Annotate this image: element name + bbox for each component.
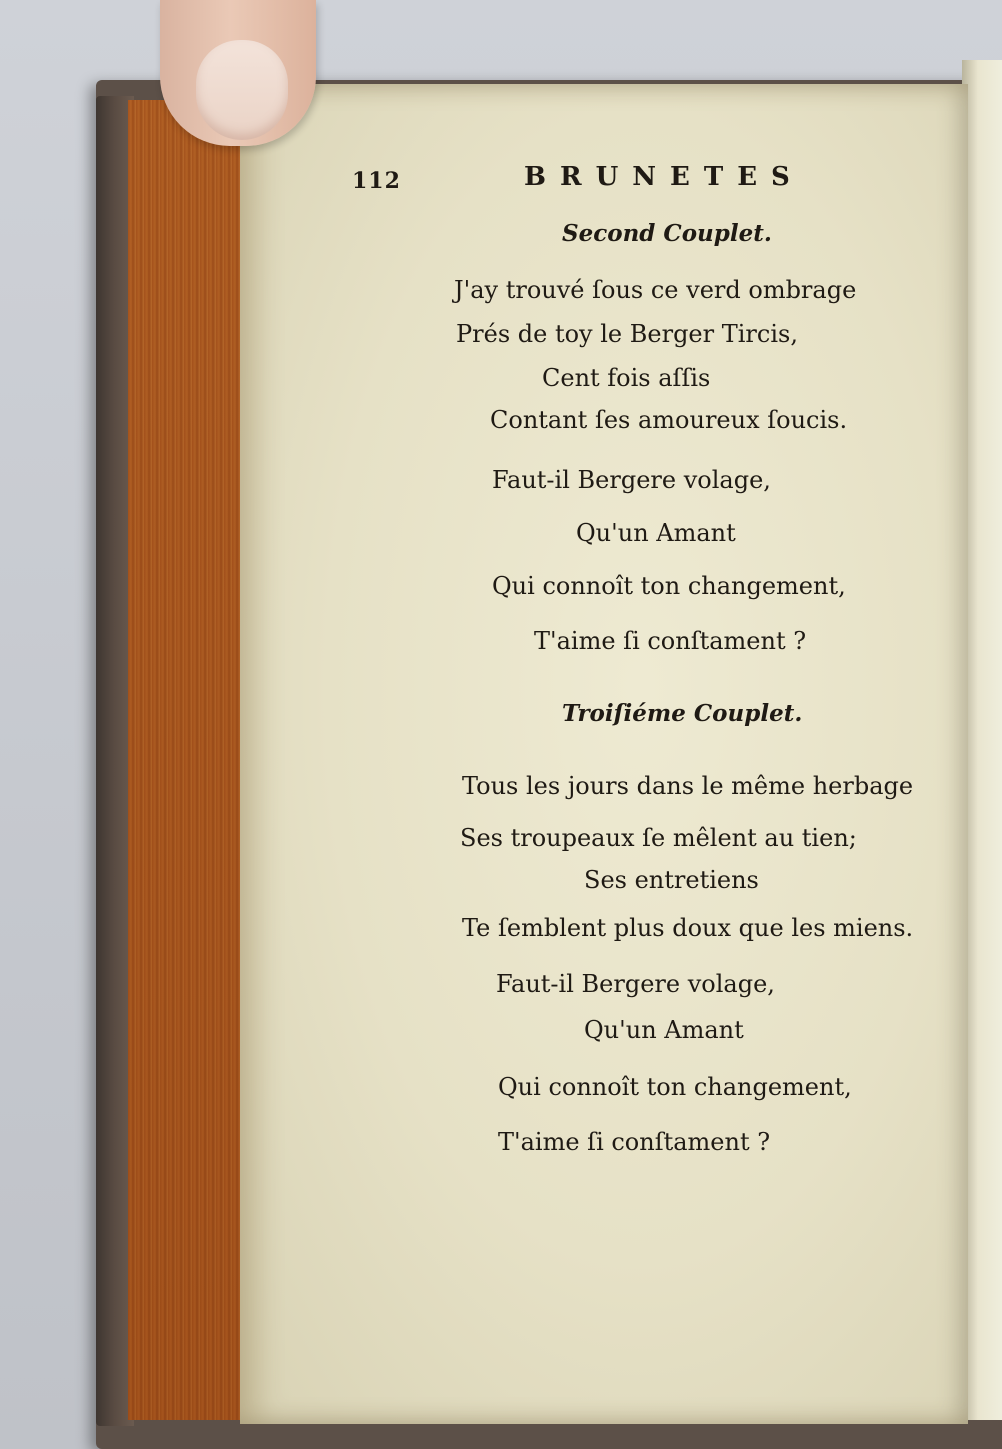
refrain-line: T'aime ſi conſtament ? [498, 1128, 771, 1156]
refrain-line: Qu'un Amant [584, 1016, 744, 1044]
refrain-line: Faut-il Bergere volage, [492, 466, 771, 494]
facing-page-edge [962, 60, 1002, 1420]
verse-line: Tous les jours dans le même herbage [462, 772, 914, 800]
refrain-line: Faut-il Bergere volage, [496, 970, 775, 998]
verse-line: Cent fois aſſis [542, 364, 711, 392]
verse-line: Te ſemblent plus doux que les miens. [462, 914, 914, 942]
verse-line: Ses troupeaux ſe mêlent au tien; [460, 824, 857, 852]
verse-line: J'ay trouvé ſous ce verd ombrage [454, 276, 857, 304]
refrain-line: Qui connoît ton changement, [498, 1073, 852, 1101]
verse-line: Ses entretiens [584, 866, 759, 894]
refrain-line: Qui connoît ton changement, [492, 572, 846, 600]
page-number: 112 [352, 168, 401, 194]
verse-line: Contant ſes amoureux ſoucis. [490, 406, 848, 434]
stanza-heading-third: Troiſiéme Couplet. [562, 700, 803, 727]
refrain-line: Qu'un Amant [576, 519, 736, 547]
thumbnail [196, 40, 288, 140]
stanza-heading-second: Second Couplet. [562, 220, 772, 247]
refrain-line: T'aime ſi conſtament ? [534, 627, 807, 655]
running-head: BRUNETES [524, 162, 804, 192]
verse-line: Prés de toy le Berger Tircis, [456, 320, 798, 348]
page-edges [128, 100, 244, 1420]
